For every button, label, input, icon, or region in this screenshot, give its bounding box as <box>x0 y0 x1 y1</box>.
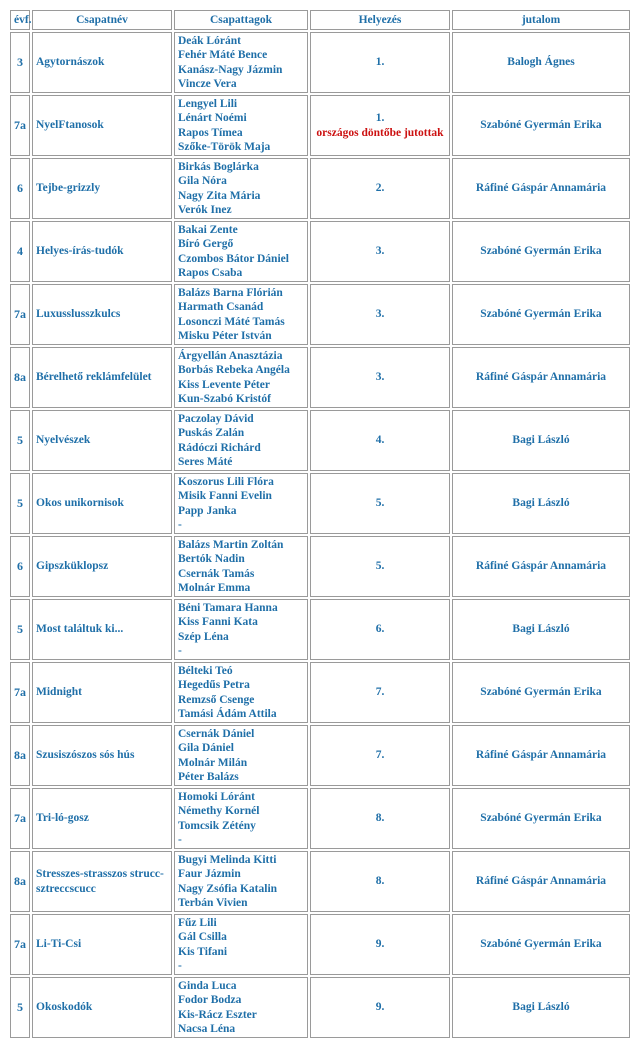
placement-value: 9. <box>375 1001 385 1014</box>
team-name-cell: NyelFtanosok <box>32 95 172 156</box>
team-member: Bugyi Melinda Kitti <box>178 854 277 867</box>
placement-value: 5. <box>375 560 385 573</box>
placement-note: országos döntőbe jutottak <box>316 126 444 139</box>
team-members-cell <box>174 221 308 282</box>
reward-cell: Szabóné Gyermán Erika <box>452 95 630 156</box>
placement-value: 1. <box>375 56 385 69</box>
grade-cell: 5 <box>10 977 30 1038</box>
team-member: Némethy Kornél <box>178 805 260 818</box>
grade-cell: 8a <box>10 851 30 912</box>
team-member: Fűz Lili <box>178 917 217 930</box>
placement-cell <box>310 158 450 219</box>
team-member: Rapos Tímea <box>178 126 243 139</box>
table-row <box>10 662 630 723</box>
team-name-cell: Bérelhető reklámfelület <box>32 347 172 408</box>
header-reward: jutalom <box>452 10 630 30</box>
team-member: Harmath Csanád <box>178 301 264 314</box>
team-members-cell <box>174 158 308 219</box>
reward-cell: Bagi László <box>452 410 630 471</box>
table-row <box>10 32 630 93</box>
team-member: Molnár Emma <box>178 581 251 594</box>
grade-cell: 7a <box>10 914 30 975</box>
team-member: Losonczi Máté Tamás <box>178 315 285 328</box>
results-document <box>8 8 632 1040</box>
team-member: Papp Janka <box>178 504 237 517</box>
team-members-cell <box>174 599 308 660</box>
team-member: Terbán Vivien <box>178 896 248 909</box>
team-members-cell <box>174 284 308 345</box>
team-member: Tomcsik Zétény <box>178 819 256 832</box>
team-member: Béni Tamara Hanna <box>178 602 278 615</box>
reward-cell: Szabóné Gyermán Erika <box>452 788 630 849</box>
team-member: Gál Csilla <box>178 931 227 944</box>
team-member: Lengyel Lili <box>178 98 238 111</box>
reward-cell: Ráfiné Gáspár Annamária <box>452 851 630 912</box>
reward-cell: Bagi László <box>452 473 630 534</box>
placement-cell <box>310 473 450 534</box>
placement-cell <box>310 284 450 345</box>
team-member: Bertók Nadin <box>178 553 245 566</box>
team-members-cell <box>174 662 308 723</box>
team-members-cell <box>174 95 308 156</box>
table-row <box>10 851 630 912</box>
team-member: - <box>178 644 182 657</box>
team-member: Tamási Ádám Attila <box>178 707 277 720</box>
team-member: Nacsa Léna <box>178 1022 236 1035</box>
team-member: Deák Lóránt <box>178 35 241 48</box>
team-name-cell: Okos unikornisok <box>32 473 172 534</box>
table-row <box>10 410 630 471</box>
grade-cell: 3 <box>10 32 30 93</box>
header-placement: Helyezés <box>310 10 450 30</box>
team-member: - <box>178 959 182 972</box>
team-members-cell <box>174 851 308 912</box>
team-name-cell: Agytornászok <box>32 32 172 93</box>
grade-cell: 6 <box>10 536 30 597</box>
team-member: Kis Tifani <box>178 945 228 958</box>
table-row <box>10 977 630 1038</box>
team-members-cell <box>174 977 308 1038</box>
reward-cell: Ráfiné Gáspár Annamária <box>452 347 630 408</box>
team-member: Ginda Luca <box>178 980 237 993</box>
placement-value: 9. <box>375 938 385 951</box>
team-member: Misku Péter István <box>178 329 272 342</box>
team-member: Szőke-Török Maja <box>178 140 271 153</box>
reward-cell: Szabóné Gyermán Erika <box>452 662 630 723</box>
team-member: - <box>178 518 182 531</box>
placement-value: 3. <box>375 245 385 258</box>
team-member: Kis-Rácz Eszter <box>178 1008 257 1021</box>
team-member: Balázs Barna Flórián <box>178 287 283 300</box>
team-name-cell: Tejbe-grizzly <box>32 158 172 219</box>
grade-cell: 8a <box>10 347 30 408</box>
reward-cell: Ráfiné Gáspár Annamária <box>452 725 630 786</box>
placement-cell <box>310 95 450 156</box>
team-member: Gila Nóra <box>178 175 227 188</box>
team-member: Seres Máté <box>178 455 233 468</box>
team-member: Lénárt Noémi <box>178 112 247 125</box>
header-row <box>10 10 630 30</box>
team-member: Kiss Fanni Kata <box>178 616 258 629</box>
table-row <box>10 95 630 156</box>
placement-cell <box>310 32 450 93</box>
table-row <box>10 284 630 345</box>
placement-cell <box>310 977 450 1038</box>
table-row <box>10 347 630 408</box>
team-name-cell: Szusiszószos sós hús <box>32 725 172 786</box>
team-member: Szép Léna <box>178 630 229 643</box>
team-member: Nagy Zsófia Katalin <box>178 882 278 895</box>
reward-cell: Ráfiné Gáspár Annamária <box>452 158 630 219</box>
team-member: Bíró Gergő <box>178 238 234 251</box>
team-member: Balázs Martin Zoltán <box>178 539 284 552</box>
placement-value: 6. <box>375 623 385 636</box>
placement-cell <box>310 536 450 597</box>
placement-cell <box>310 914 450 975</box>
team-member: Nagy Zita Mária <box>178 189 261 202</box>
team-member: Kanász-Nagy Jázmin <box>178 63 283 76</box>
reward-cell: Balogh Ágnes <box>452 32 630 93</box>
reward-cell: Szabóné Gyermán Erika <box>452 914 630 975</box>
placement-value: 7. <box>375 686 385 699</box>
team-members-cell <box>174 473 308 534</box>
team-name-cell: Luxusslusszkulcs <box>32 284 172 345</box>
team-member: Kun-Szabó Kristóf <box>178 392 271 405</box>
grade-cell: 7a <box>10 662 30 723</box>
reward-cell: Ráfiné Gáspár Annamária <box>452 536 630 597</box>
team-member: Misik Fanni Evelin <box>178 490 272 503</box>
team-member: Csernák Dániel <box>178 728 255 741</box>
team-name-cell: Gipszküklopsz <box>32 536 172 597</box>
placement-value: 8. <box>375 875 385 888</box>
team-member: Gila Dániel <box>178 742 234 755</box>
header-team-name: Csapatnév <box>32 10 172 30</box>
team-members-cell <box>174 725 308 786</box>
reward-cell: Szabóné Gyermán Erika <box>452 221 630 282</box>
placement-value: 4. <box>375 434 385 447</box>
team-member: - <box>178 833 182 846</box>
placement-value: 2. <box>375 182 385 195</box>
team-member: Fehér Máté Bence <box>178 49 268 62</box>
placement-cell <box>310 347 450 408</box>
team-name-cell: Nyelvészek <box>32 410 172 471</box>
team-members-cell <box>174 347 308 408</box>
team-member: Kiss Levente Péter <box>178 378 270 391</box>
reward-cell: Szabóné Gyermán Erika <box>452 284 630 345</box>
placement-value: 7. <box>375 749 385 762</box>
grade-cell: 5 <box>10 410 30 471</box>
team-name-cell: Stresszes-strasszos strucc-sztreccscucc <box>32 851 172 912</box>
placement-value: 8. <box>375 812 385 825</box>
team-member: Homoki Lóránt <box>178 791 255 804</box>
team-member: Vincze Vera <box>178 77 237 90</box>
team-member: Verók Inez <box>178 203 232 216</box>
table-row <box>10 536 630 597</box>
table-row <box>10 725 630 786</box>
header-grade: évf. <box>10 10 30 30</box>
placement-value: 1. <box>375 112 385 125</box>
team-members-cell <box>174 536 308 597</box>
reward-cell: Bagi László <box>452 599 630 660</box>
table-row <box>10 914 630 975</box>
team-member: Rádóczi Richárd <box>178 441 261 454</box>
team-members-cell <box>174 410 308 471</box>
team-member: Hegedűs Petra <box>178 679 250 692</box>
placement-cell <box>310 662 450 723</box>
grade-cell: 7a <box>10 788 30 849</box>
table-row <box>10 788 630 849</box>
team-name-cell: Most találtuk ki... <box>32 599 172 660</box>
team-member: Czombos Bátor Dániel <box>178 252 289 265</box>
table-row <box>10 158 630 219</box>
placement-value: 5. <box>375 497 385 510</box>
results-table <box>8 8 632 1040</box>
team-name-cell: Okoskodók <box>32 977 172 1038</box>
team-member: Árgyellán Anasztázia <box>178 350 283 363</box>
grade-cell: 7a <box>10 95 30 156</box>
placement-cell <box>310 599 450 660</box>
team-name-cell: Midnight <box>32 662 172 723</box>
placement-cell <box>310 410 450 471</box>
grade-cell: 6 <box>10 158 30 219</box>
grade-cell: 5 <box>10 599 30 660</box>
team-member: Csernák Tamás <box>178 567 255 580</box>
team-member: Borbás Rebeka Angéla <box>178 364 290 377</box>
team-members-cell <box>174 788 308 849</box>
team-member: Fodor Bodza <box>178 994 242 1007</box>
team-member: Remzső Csenge <box>178 693 255 706</box>
placement-cell <box>310 851 450 912</box>
header-team-members: Csapattagok <box>174 10 308 30</box>
placement-cell <box>310 221 450 282</box>
team-name-cell: Li-Ti-Csi <box>32 914 172 975</box>
team-members-cell <box>174 914 308 975</box>
team-member: Rapos Csaba <box>178 266 243 279</box>
team-members-cell <box>174 32 308 93</box>
team-member: Paczolay Dávid <box>178 413 254 426</box>
team-member: Péter Balázs <box>178 770 239 783</box>
grade-cell: 8a <box>10 725 30 786</box>
table-row <box>10 221 630 282</box>
team-member: Koszorus Lili Flóra <box>178 476 274 489</box>
team-member: Puskás Zalán <box>178 427 245 440</box>
placement-cell <box>310 788 450 849</box>
grade-cell: 5 <box>10 473 30 534</box>
grade-cell: 4 <box>10 221 30 282</box>
team-member: Faur Jázmin <box>178 868 241 881</box>
placement-value: 3. <box>375 308 385 321</box>
team-name-cell: Tri-ló-gosz <box>32 788 172 849</box>
team-member: Molnár Milán <box>178 756 248 769</box>
results-body <box>10 32 630 1038</box>
table-row <box>10 473 630 534</box>
placement-value: 3. <box>375 371 385 384</box>
team-member: Bakai Zente <box>178 224 238 237</box>
team-member: Bélteki Teó <box>178 665 233 678</box>
team-name-cell: Helyes-írás-tudók <box>32 221 172 282</box>
reward-cell: Bagi László <box>452 977 630 1038</box>
grade-cell: 7a <box>10 284 30 345</box>
table-row <box>10 599 630 660</box>
placement-cell <box>310 725 450 786</box>
team-member: Birkás Boglárka <box>178 161 259 174</box>
